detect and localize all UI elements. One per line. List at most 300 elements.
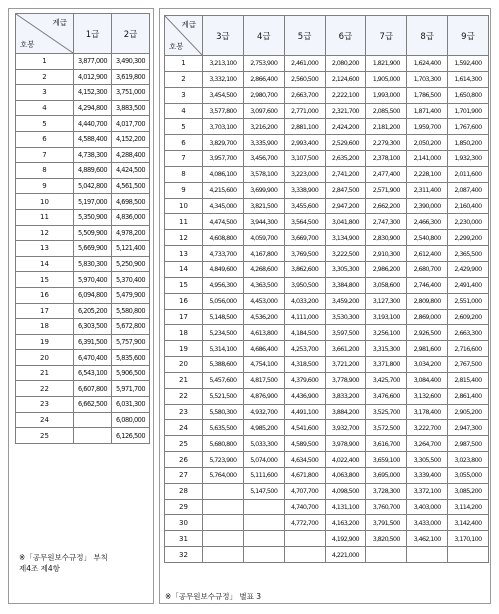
salary-cell: 4,152,200	[112, 131, 150, 147]
step-cell: 16	[16, 287, 74, 303]
salary-cell: 2,815,400	[448, 372, 489, 388]
salary-cell: 4,167,800	[243, 246, 284, 262]
right-header-grade-8: 8급	[407, 16, 448, 56]
table-row	[16, 334, 150, 350]
step-cell: 2	[16, 69, 74, 85]
salary-cell: 5,314,100	[203, 341, 244, 357]
salary-cell: 6,607,800	[74, 381, 112, 397]
table-row	[165, 547, 489, 563]
salary-cell: 5,074,000	[243, 452, 284, 468]
salary-cell: 2,741,200	[325, 166, 366, 182]
salary-cell: 4,215,600	[203, 182, 244, 198]
table-row	[16, 163, 150, 179]
salary-cell: 2,830,900	[366, 230, 407, 246]
salary-cell: 3,564,500	[284, 214, 325, 230]
step-cell: 16	[165, 293, 203, 309]
salary-cell: 5,111,600	[243, 467, 284, 483]
salary-cell: 3,055,000	[448, 467, 489, 483]
step-cell: 8	[16, 163, 74, 179]
salary-cell: 2,847,500	[325, 182, 366, 198]
salary-cell: 4,184,500	[284, 325, 325, 341]
salary-cell: 1,932,300	[448, 151, 489, 167]
step-cell: 14	[16, 256, 74, 272]
step-cell: 13	[16, 241, 74, 257]
salary-cell: 5,033,300	[243, 436, 284, 452]
salary-cell: 2,716,600	[448, 341, 489, 357]
table-row	[165, 230, 489, 246]
salary-cell: 2,869,000	[407, 309, 448, 325]
left-salary-table	[15, 13, 150, 444]
salary-cell: 4,876,900	[243, 388, 284, 404]
table-row	[165, 293, 489, 309]
salary-cell: 2,866,400	[243, 71, 284, 87]
table-row	[165, 214, 489, 230]
step-cell: 15	[16, 272, 74, 288]
salary-cell: 5,056,000	[203, 293, 244, 309]
salary-cell: 1,871,400	[407, 103, 448, 119]
salary-cell: 3,403,000	[407, 499, 448, 515]
salary-cell: 2,378,100	[366, 151, 407, 167]
salary-cell: 4,059,700	[243, 230, 284, 246]
step-cell: 14	[165, 261, 203, 277]
table-row	[165, 151, 489, 167]
step-cell: 9	[165, 182, 203, 198]
salary-cell: 4,268,600	[243, 261, 284, 277]
salary-cell: 2,993,400	[284, 135, 325, 151]
salary-cell: 4,733,700	[203, 246, 244, 262]
salary-cell: 2,050,200	[407, 135, 448, 151]
salary-cell: 2,365,500	[448, 246, 489, 262]
salary-cell: 3,932,700	[325, 420, 366, 436]
salary-cell: 5,250,900	[112, 256, 150, 272]
salary-cell: 2,311,400	[407, 182, 448, 198]
right-corner-grade-label: 계급	[181, 20, 196, 29]
step-cell: 8	[165, 166, 203, 182]
salary-cell: 3,384,800	[325, 277, 366, 293]
step-cell: 28	[165, 483, 203, 499]
salary-cell: 4,589,500	[284, 436, 325, 452]
right-header-grade-9: 9급	[448, 16, 489, 56]
salary-cell: 4,033,200	[284, 293, 325, 309]
table-row	[165, 357, 489, 373]
salary-cell: 3,659,100	[366, 452, 407, 468]
salary-cell: 4,288,400	[112, 147, 150, 163]
salary-cell: 5,580,300	[203, 404, 244, 420]
table-row	[16, 428, 150, 444]
salary-cell: 4,318,500	[284, 357, 325, 373]
salary-cell: 2,571,900	[366, 182, 407, 198]
salary-cell: 3,821,500	[243, 198, 284, 214]
salary-cell: 2,910,300	[366, 246, 407, 262]
step-cell: 4	[165, 103, 203, 119]
salary-cell: 3,456,700	[243, 151, 284, 167]
right-header-grade-6: 6급	[325, 16, 366, 56]
salary-cell: 2,767,500	[448, 357, 489, 373]
salary-cell: 3,454,500	[203, 87, 244, 103]
salary-cell: 3,134,900	[325, 230, 366, 246]
table-row	[165, 56, 489, 72]
salary-cell: 3,142,400	[448, 515, 489, 531]
table-row	[165, 246, 489, 262]
salary-cell: 2,390,000	[407, 198, 448, 214]
salary-cell: 2,926,500	[407, 325, 448, 341]
salary-cell: 4,536,200	[243, 309, 284, 325]
step-cell: 12	[165, 230, 203, 246]
salary-cell: 4,889,600	[74, 163, 112, 179]
salary-cell: 3,778,900	[325, 372, 366, 388]
salary-cell: 3,490,300	[112, 54, 150, 70]
salary-cell: 1,993,000	[366, 87, 407, 103]
left-header-row	[16, 14, 150, 54]
table-row	[165, 531, 489, 547]
step-cell: 24	[165, 420, 203, 436]
salary-cell	[203, 515, 244, 531]
salary-cell: 3,222,500	[325, 246, 366, 262]
salary-cell: 3,721,200	[325, 357, 366, 373]
salary-cell: 6,205,200	[74, 303, 112, 319]
salary-cell	[284, 531, 325, 547]
table-row	[165, 515, 489, 531]
table-row	[16, 272, 150, 288]
salary-cell: 1,624,400	[407, 56, 448, 72]
salary-cell: 4,634,500	[284, 452, 325, 468]
salary-cell: 3,728,300	[366, 483, 407, 499]
salary-cell: 3,862,600	[284, 261, 325, 277]
salary-cell: 3,462,100	[407, 531, 448, 547]
salary-cell: 3,085,200	[448, 483, 489, 499]
salary-cell: 3,751,000	[112, 85, 150, 101]
salary-cell: 3,041,800	[325, 214, 366, 230]
salary-cell: 6,391,500	[74, 334, 112, 350]
salary-cell: 3,256,100	[366, 325, 407, 341]
salary-cell: 3,332,100	[203, 71, 244, 87]
salary-cell: 6,303,500	[74, 319, 112, 335]
salary-cell: 3,833,200	[325, 388, 366, 404]
table-row	[165, 436, 489, 452]
salary-cell: 5,479,900	[112, 287, 150, 303]
salary-cell: 2,746,400	[407, 277, 448, 293]
table-row	[16, 69, 150, 85]
salary-cell: 2,141,000	[407, 151, 448, 167]
salary-cell: 5,121,400	[112, 241, 150, 257]
salary-cell: 3,058,600	[366, 277, 407, 293]
salary-cell	[203, 499, 244, 515]
step-cell: 24	[16, 412, 74, 428]
salary-cell: 5,370,400	[112, 272, 150, 288]
table-row	[165, 135, 489, 151]
salary-cell: 4,436,900	[284, 388, 325, 404]
salary-cell: 4,294,800	[74, 100, 112, 116]
table-row	[16, 287, 150, 303]
salary-cell: 5,147,500	[243, 483, 284, 499]
salary-cell: 5,971,700	[112, 381, 150, 397]
salary-cell: 4,152,300	[74, 85, 112, 101]
salary-cell: 2,861,400	[448, 388, 489, 404]
salary-cell: 4,541,600	[284, 420, 325, 436]
salary-cell: 3,829,700	[203, 135, 244, 151]
table-row	[165, 452, 489, 468]
salary-cell: 6,470,400	[74, 350, 112, 366]
salary-cell	[407, 547, 448, 563]
salary-cell: 4,956,300	[203, 277, 244, 293]
salary-cell: 6,094,800	[74, 287, 112, 303]
salary-cell: 6,031,300	[112, 397, 150, 413]
left-corner-cell	[16, 14, 74, 54]
salary-cell: 1,850,200	[448, 135, 489, 151]
step-cell: 5	[165, 119, 203, 135]
salary-cell: 4,849,600	[203, 261, 244, 277]
right-salary-table	[164, 15, 489, 563]
salary-cell: 6,543,100	[74, 365, 112, 381]
salary-cell: 6,126,500	[112, 428, 150, 444]
salary-cell: 4,131,100	[325, 499, 366, 515]
table-row	[165, 420, 489, 436]
salary-cell: 2,609,200	[448, 309, 489, 325]
salary-cell: 1,592,400	[448, 56, 489, 72]
salary-cell: 4,978,200	[112, 225, 150, 241]
table-row	[165, 119, 489, 135]
salary-cell: 3,978,900	[325, 436, 366, 452]
salary-cell: 4,012,900	[74, 69, 112, 85]
salary-cell: 5,723,900	[203, 452, 244, 468]
step-cell: 1	[16, 54, 74, 70]
table-row	[165, 166, 489, 182]
salary-cell	[203, 483, 244, 499]
salary-cell: 5,521,500	[203, 388, 244, 404]
salary-cell	[366, 547, 407, 563]
salary-cell: 2,771,000	[284, 103, 325, 119]
salary-cell: 2,881,100	[284, 119, 325, 135]
salary-cell: 2,424,200	[325, 119, 366, 135]
table-row	[165, 103, 489, 119]
salary-cell: 5,906,500	[112, 365, 150, 381]
table-row	[165, 388, 489, 404]
salary-cell: 2,981,600	[407, 341, 448, 357]
table-row	[16, 100, 150, 116]
salary-cell: 1,821,900	[366, 56, 407, 72]
salary-cell	[203, 547, 244, 563]
salary-cell: 2,011,600	[448, 166, 489, 182]
salary-cell: 3,170,100	[448, 531, 489, 547]
salary-cell: 2,809,800	[407, 293, 448, 309]
right-header-grade-5: 5급	[284, 16, 325, 56]
table-row	[165, 467, 489, 483]
salary-cell: 3,223,000	[284, 166, 325, 182]
salary-cell: 1,701,900	[448, 103, 489, 119]
step-cell: 20	[16, 350, 74, 366]
step-cell: 10	[165, 198, 203, 214]
salary-cell: 5,509,900	[74, 225, 112, 241]
salary-cell: 2,663,300	[448, 325, 489, 341]
table-row	[16, 178, 150, 194]
table-row	[16, 225, 150, 241]
salary-cell: 5,764,000	[203, 467, 244, 483]
step-cell: 23	[16, 397, 74, 413]
salary-cell: 3,476,600	[366, 388, 407, 404]
salary-cell: 2,228,100	[407, 166, 448, 182]
right-salary-panel	[159, 8, 491, 604]
step-cell: 11	[165, 214, 203, 230]
salary-cell: 4,098,500	[325, 483, 366, 499]
salary-cell: 1,767,600	[448, 119, 489, 135]
salary-cell: 4,836,000	[112, 209, 150, 225]
step-cell: 7	[16, 147, 74, 163]
salary-cell	[243, 499, 284, 515]
salary-cell: 5,970,400	[74, 272, 112, 288]
salary-cell: 3,371,800	[366, 357, 407, 373]
table-row	[165, 372, 489, 388]
salary-cell: 3,097,600	[243, 103, 284, 119]
salary-cell: 5,830,300	[74, 256, 112, 272]
table-row	[165, 71, 489, 87]
salary-cell: 3,264,700	[407, 436, 448, 452]
salary-cell	[284, 547, 325, 563]
right-header-grade-7: 7급	[366, 16, 407, 56]
salary-cell: 4,192,900	[325, 531, 366, 547]
salary-cell	[448, 547, 489, 563]
table-row	[16, 116, 150, 132]
salary-cell: 2,087,400	[448, 182, 489, 198]
salary-cell: 5,835,600	[112, 350, 150, 366]
salary-cell: 4,063,800	[325, 467, 366, 483]
step-cell: 5	[16, 116, 74, 132]
step-cell: 1	[165, 56, 203, 72]
step-cell: 6	[165, 135, 203, 151]
step-cell: 18	[16, 319, 74, 335]
salary-cell: 5,388,600	[203, 357, 244, 373]
table-row	[16, 209, 150, 225]
salary-cell: 3,084,400	[407, 372, 448, 388]
step-cell: 25	[16, 428, 74, 444]
salary-cell: 4,453,000	[243, 293, 284, 309]
salary-cell: 3,597,500	[325, 325, 366, 341]
table-row	[16, 241, 150, 257]
salary-cell: 5,680,800	[203, 436, 244, 452]
step-cell: 21	[165, 372, 203, 388]
table-row	[16, 194, 150, 210]
salary-cell: 5,350,900	[74, 209, 112, 225]
salary-cell: 3,305,500	[407, 452, 448, 468]
step-cell: 19	[16, 334, 74, 350]
step-cell: 13	[165, 246, 203, 262]
left-header-grade-1: 1급	[74, 14, 112, 54]
table-row	[16, 131, 150, 147]
salary-cell: 4,345,000	[203, 198, 244, 214]
salary-cell: 3,572,500	[366, 420, 407, 436]
salary-cell: 2,947,300	[448, 420, 489, 436]
salary-cell: 1,959,700	[407, 119, 448, 135]
salary-cell: 3,760,700	[366, 499, 407, 515]
salary-cell: 2,560,500	[284, 71, 325, 87]
step-cell: 11	[16, 209, 74, 225]
step-cell: 26	[165, 452, 203, 468]
salary-cell: 4,474,500	[203, 214, 244, 230]
salary-cell: 4,086,100	[203, 166, 244, 182]
salary-cell: 2,181,200	[366, 119, 407, 135]
salary-cell: 3,459,200	[325, 293, 366, 309]
table-row	[16, 350, 150, 366]
salary-cell: 4,379,600	[284, 372, 325, 388]
salary-cell: 5,457,600	[203, 372, 244, 388]
salary-cell: 3,107,500	[284, 151, 325, 167]
salary-cell: 5,148,500	[203, 309, 244, 325]
salary-cell: 2,085,500	[366, 103, 407, 119]
salary-cell: 2,980,700	[243, 87, 284, 103]
right-corner-cell	[165, 16, 203, 56]
table-row	[16, 397, 150, 413]
salary-cell: 2,947,200	[325, 198, 366, 214]
salary-cell: 3,372,100	[407, 483, 448, 499]
salary-cell: 3,127,300	[366, 293, 407, 309]
left-source-note	[19, 552, 149, 574]
left-source-note-line1: ※「공무원보수규정」 부칙	[19, 553, 108, 562]
salary-cell: 3,338,900	[284, 182, 325, 198]
table-row	[16, 365, 150, 381]
left-header-grade-2: 2급	[112, 14, 150, 54]
table-row	[165, 87, 489, 103]
salary-cell: 4,440,700	[74, 116, 112, 132]
step-cell: 23	[165, 404, 203, 420]
salary-cell: 4,363,500	[243, 277, 284, 293]
salary-cell: 3,577,800	[203, 103, 244, 119]
table-row	[165, 309, 489, 325]
step-cell: 17	[16, 303, 74, 319]
salary-cell: 4,698,500	[112, 194, 150, 210]
salary-cell: 4,817,500	[243, 372, 284, 388]
salary-cell: 1,786,500	[407, 87, 448, 103]
table-row	[165, 404, 489, 420]
table-row	[16, 319, 150, 335]
salary-cell: 2,321,700	[325, 103, 366, 119]
salary-cell: 2,124,600	[325, 71, 366, 87]
salary-cell: 2,680,700	[407, 261, 448, 277]
left-corner-step-label: 호봉	[20, 40, 35, 49]
step-cell: 31	[165, 531, 203, 547]
salary-cell: 1,614,300	[448, 71, 489, 87]
table-row	[16, 85, 150, 101]
left-table-body	[16, 54, 150, 444]
step-cell: 20	[165, 357, 203, 373]
left-source-note-line2: 제4조 제4항	[19, 564, 60, 573]
table-row	[16, 381, 150, 397]
step-cell: 7	[165, 151, 203, 167]
salary-cell: 2,461,000	[284, 56, 325, 72]
salary-cell: 3,193,100	[366, 309, 407, 325]
salary-cell: 2,986,200	[366, 261, 407, 277]
table-row	[165, 483, 489, 499]
right-header-grade-4: 4급	[243, 16, 284, 56]
salary-cell: 2,477,400	[366, 166, 407, 182]
salary-cell: 2,222,100	[325, 87, 366, 103]
left-salary-panel	[8, 8, 154, 604]
salary-cell: 4,017,700	[112, 116, 150, 132]
salary-cell: 5,197,000	[74, 194, 112, 210]
right-header-row	[165, 16, 489, 56]
right-source-note: ※「공무원보수규정」 별표 3	[165, 592, 262, 601]
salary-cell	[74, 428, 112, 444]
table-row	[165, 182, 489, 198]
salary-cell: 5,669,900	[74, 241, 112, 257]
salary-cell: 3,433,000	[407, 515, 448, 531]
salary-cell: 3,877,000	[74, 54, 112, 70]
salary-cell: 2,466,300	[407, 214, 448, 230]
salary-cell: 1,650,800	[448, 87, 489, 103]
salary-cell: 2,905,200	[448, 404, 489, 420]
salary-cell	[203, 531, 244, 547]
salary-cell: 3,791,500	[366, 515, 407, 531]
salary-cell: 4,163,200	[325, 515, 366, 531]
salary-cell: 3,616,700	[366, 436, 407, 452]
